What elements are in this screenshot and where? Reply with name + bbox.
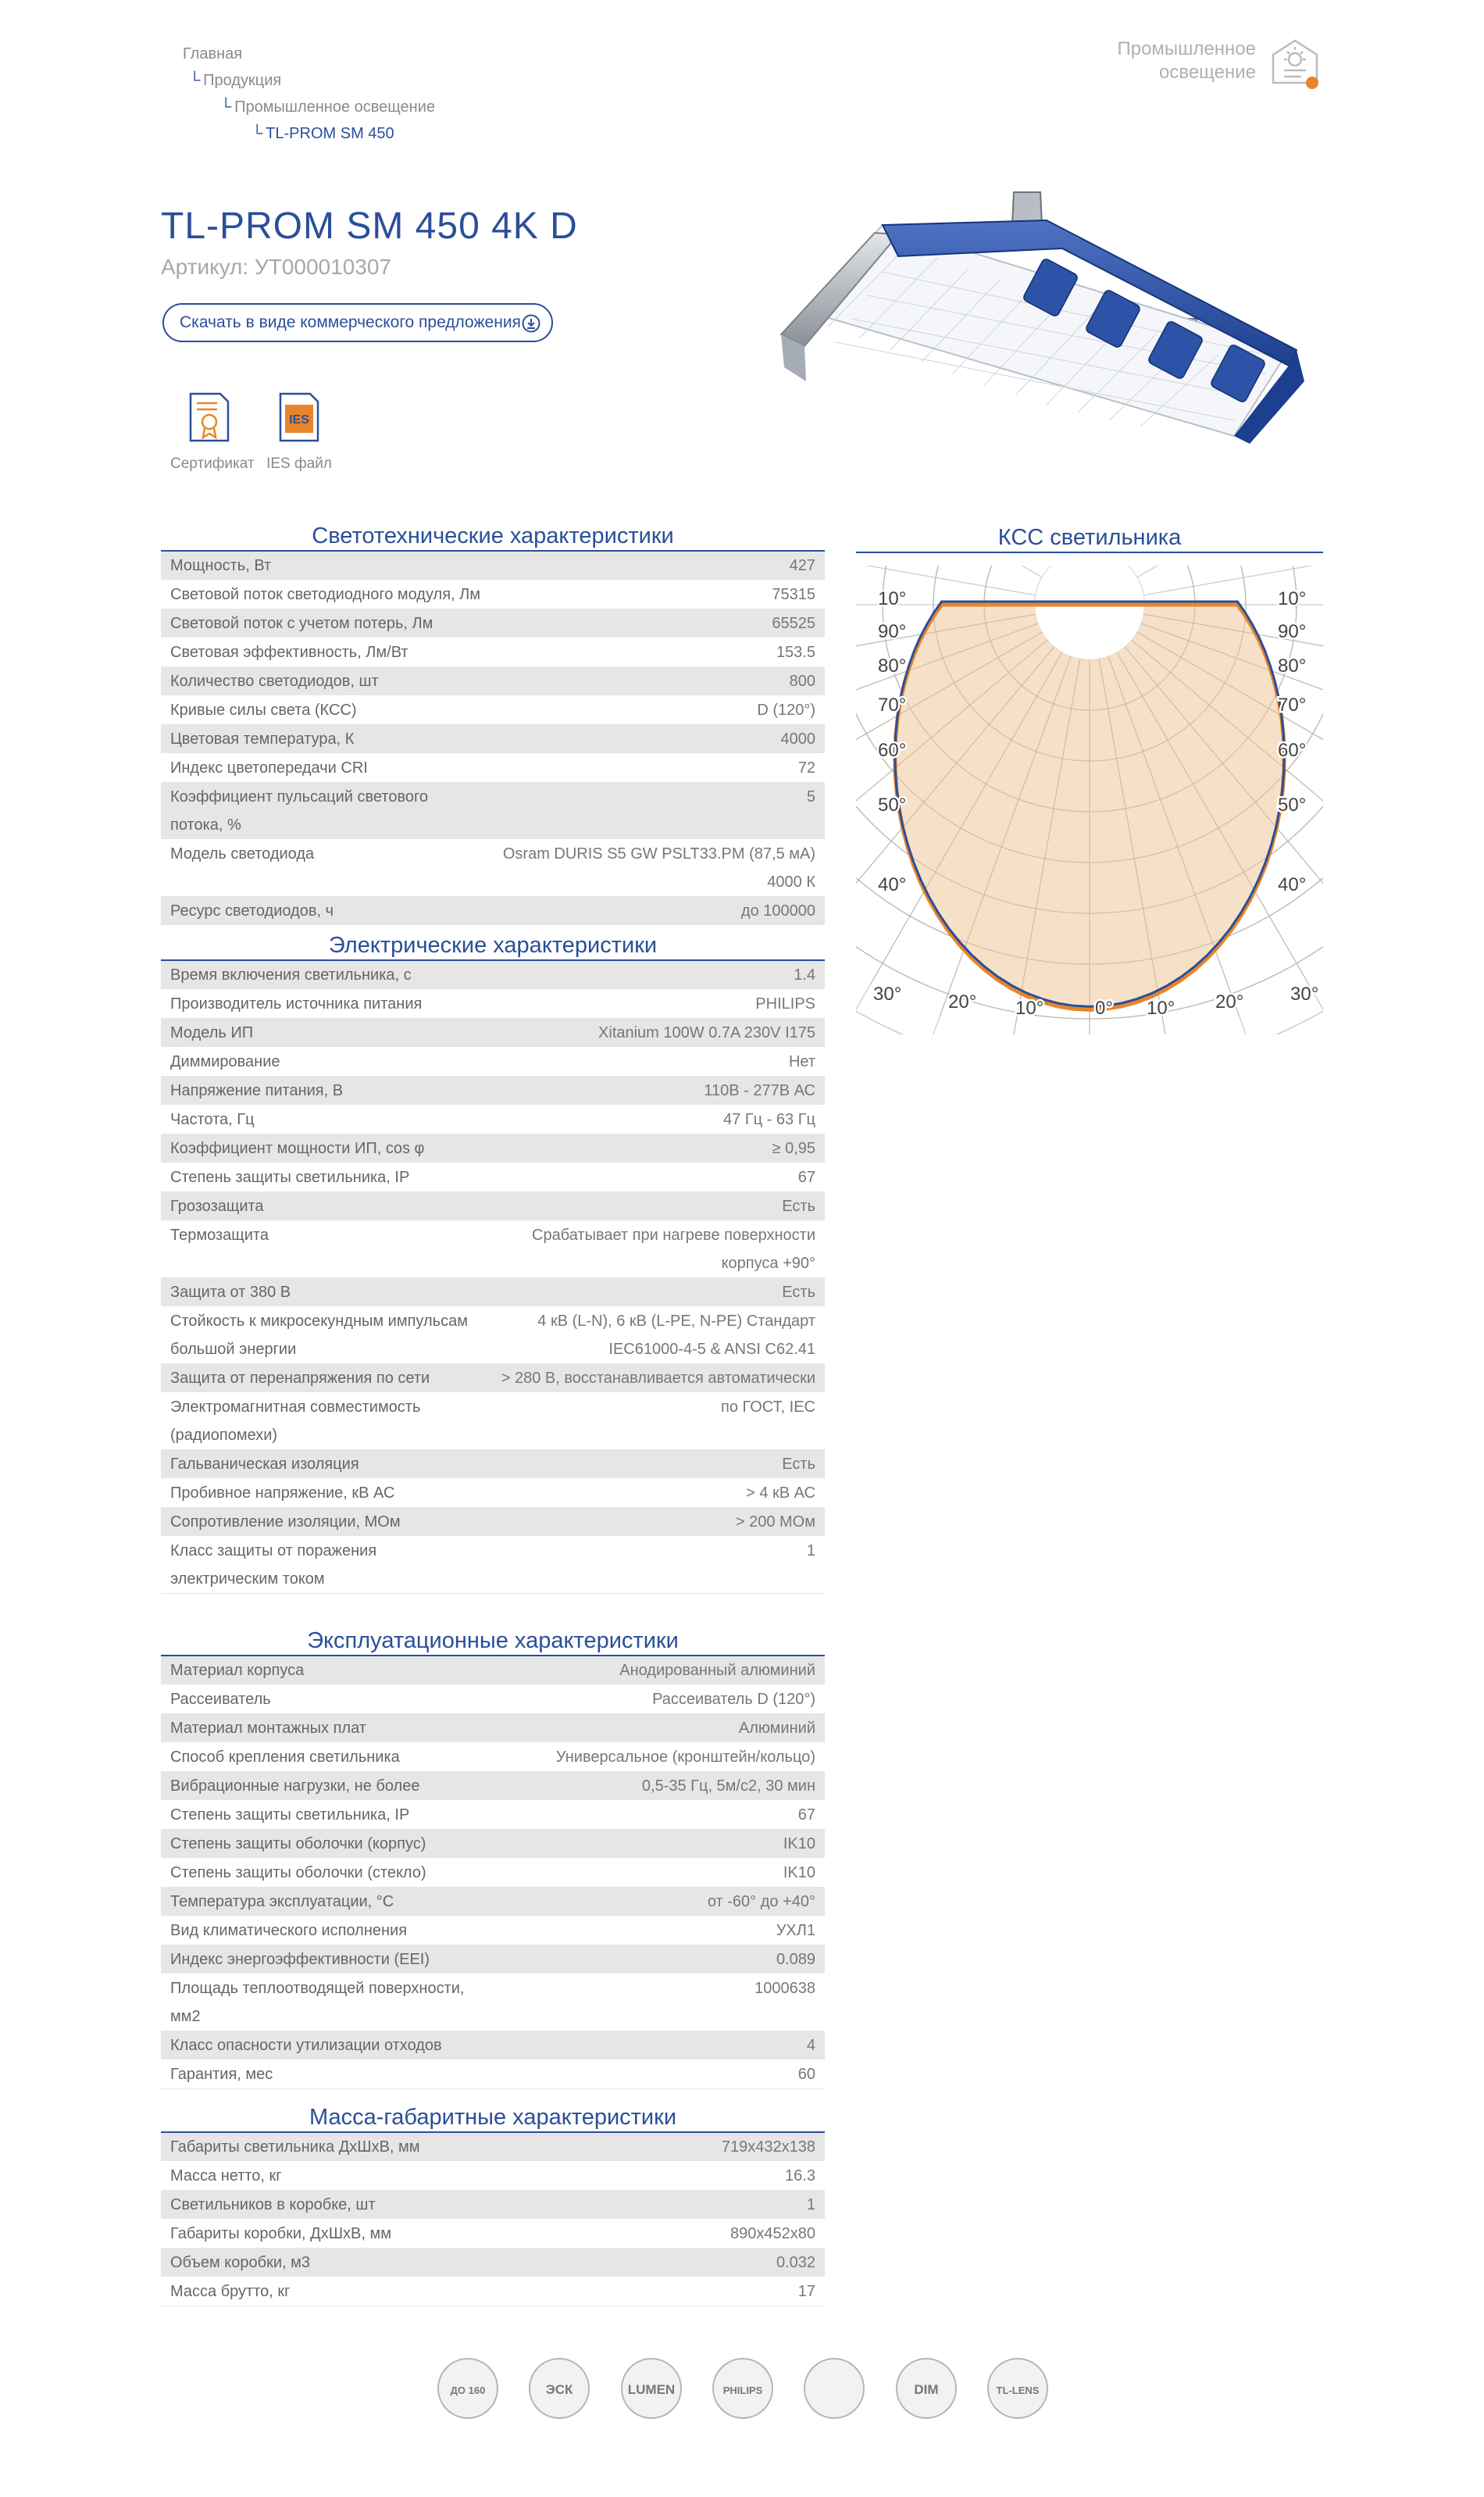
spec-key: Световой поток светодиодного модуля, Лм [170,586,481,603]
ksc-polar-diagram [856,566,1323,1034]
spec-row [161,783,825,840]
spec-key: Гарантия, мес [170,2066,273,2083]
spec-value: 47 Гц - 63 Гц [723,1111,815,1128]
ksc-right-label: 50° [1278,795,1307,816]
badge-text: ДО 160 [450,2384,486,2396]
spec-row [161,1364,825,1393]
spec-key: Мощность, Вт [170,557,272,574]
spec-row [161,1307,825,1364]
spec-row [161,2191,825,2220]
spec-key: Кривые силы света (КСС) [170,702,357,719]
spec-key: Коэффициент пульсаций светового потока, % [170,788,428,834]
spec-row [161,1714,825,1743]
spec-row [161,2220,825,2249]
spec-row [161,2031,825,2060]
ksc-left-label: 80° [878,656,907,677]
spec-row [161,1106,825,1134]
spec-row [161,1888,825,1917]
spec-value: 1 [806,2196,815,2213]
spec-key: Защита от перенапряжения по сети [170,1370,430,1387]
spec-value: 4000 [780,731,815,748]
ksc-right-label: 90° [1278,621,1307,642]
ksc-left-label: 70° [878,695,907,716]
spec-key: Напряжение питания, В [170,1082,344,1099]
breadcrumb-arrow-icon: └ [189,72,201,89]
ies-badge-text: IES [289,413,309,427]
ksc-bottom-label: 30° [1290,984,1319,1005]
spec-row [161,754,825,783]
spec-key: Модель ИП [170,1024,254,1041]
spec-row [161,1743,825,1772]
spec-key: Степень защиты оболочки (стекло) [170,1864,426,1881]
electrical-specs-table [161,930,825,1594]
certificate-download[interactable] [170,391,255,473]
spec-value: IK10 [783,1864,815,1881]
spec-value: 5 [806,788,815,806]
product-title: TL-PROM SM 450 4K D [161,205,578,247]
category-link[interactable] [1117,36,1320,92]
spec-key: Индекс цветопередачи CRI [170,759,368,777]
spec-key: Количество светодиодов, шт [170,673,379,690]
spec-value: до 100000 [740,902,815,920]
spec-row [161,1685,825,1714]
ksc-bottom-label: 20° [948,991,977,1013]
spec-key: Масса брутто, кг [170,2283,291,2300]
spec-row [161,1508,825,1537]
category-label: Промышленное освещение [1117,38,1256,83]
spec-row [161,1945,825,1974]
spec-key: Диммирование [170,1053,280,1070]
spec-value: Рассеиватель D (120°) [652,1691,815,1708]
ksc-bottom-label: 20° [1215,991,1244,1013]
spec-value: 0,5-35 Гц, 5м/с2, 30 мин [641,1777,815,1795]
spec-value: 67 [797,1169,815,1186]
spec-row [161,990,825,1019]
spec-row [161,840,825,897]
ksc-left-label: 10° [878,588,907,609]
spec-row [161,1801,825,1830]
spec-value: D (120°) [757,702,815,719]
download-icon [522,314,540,333]
product-article: Артикул: УТ000010307 [161,255,391,279]
ksc-bottom-label: 30° [873,984,902,1005]
ksc-title: КСС светильника [856,522,1323,553]
dim-badge-icon [893,2353,960,2424]
spec-key: Габариты светильника ДхШхВ, мм [170,2138,420,2156]
spec-key: Коэффициент мощности ИП, cos φ [170,1140,425,1157]
breadcrumb-arrow-icon: └ [220,98,232,116]
badge-text: DIM [914,2382,939,2397]
spec-row [161,1163,825,1192]
spec-key: Масса нетто, кг [170,2167,282,2184]
spec-row [161,961,825,990]
electrical-specs-title: Электрические характеристики [161,930,825,961]
spec-key: Материал корпуса [170,1662,305,1679]
breadcrumb-industrial[interactable]: Промышленное освещение [234,98,435,116]
spec-key: Световая эффективность, Лм/Вт [170,644,408,661]
spec-value: УХЛ1 [776,1922,815,1939]
spec-key: Класс защиты от поражения электрическим током [170,1542,377,1588]
spec-key: Степень защиты светильника, IP [170,1169,410,1186]
spec-key: Электромагнитная совместимость (радиопомехи) [170,1399,421,1444]
spec-row [161,1974,825,2031]
spec-key: Индекс энергоэффективности (EEI) [170,1951,430,1968]
spec-key: Термозащита [170,1227,269,1244]
spec-value: Есть [782,1198,815,1215]
breadcrumb-products[interactable]: Продукция [203,72,282,89]
spec-key: Степень защиты светильника, IP [170,1806,410,1824]
spec-row [161,638,825,667]
breadcrumb [183,41,435,147]
dimensions-specs-title: Масса-габаритные характеристики [161,2102,825,2133]
spec-value: > 200 МОм [735,1513,815,1531]
industrial-badge-icon [984,2353,1051,2424]
spec-value: Срабатывает при нагреве поверхности корпуса +90° [532,1227,815,1272]
badge-text: LUMEN [627,2382,675,2397]
spec-row [161,1019,825,1048]
ksc-left-label: 50° [878,795,907,816]
lighting-specs-table [161,520,825,926]
spec-row [161,609,825,638]
industrial-lighting-icon [1270,36,1320,92]
spec-key: Объем коробки, м3 [170,2254,310,2271]
spec-row [161,1192,825,1221]
spec-value: IK10 [783,1835,815,1852]
badge-text: PHILIPS [722,2384,763,2396]
philips-driver-badge-icon [709,2353,776,2424]
spec-row [161,1393,825,1450]
spec-key: Температура эксплуатации, °С [170,1893,394,1910]
spec-key: Световой поток с учетом потерь, Лм [170,615,433,632]
spec-key: Пробивное напряжение, кВ АС [170,1484,395,1502]
download-offer-label: Скачать в виде коммерческого предложения [180,313,521,331]
spec-key: Материал монтажных плат [170,1720,366,1737]
spec-key: Класс опасности утилизации отходов [170,2037,442,2054]
spec-value: 800 [789,673,815,690]
spec-key: Грозозащита [170,1198,264,1215]
spec-value: 75315 [772,586,815,603]
spec-row [161,1917,825,1945]
breadcrumb-home[interactable]: Главная [183,45,243,63]
spec-value: 60 [797,2066,815,2083]
spec-key: Площадь теплоотводящей поверхности, мм2 [170,1980,465,2025]
dimensions-specs-table [161,2102,825,2306]
spec-key: Время включения светильника, с [170,966,412,984]
ies-file-label: IES файл [266,455,332,472]
spec-key: Светильников в коробке, шт [170,2196,376,2213]
spec-row [161,725,825,754]
spec-key: Цветовая температура, К [170,731,355,748]
spec-row [161,1830,825,1859]
spec-value: Xitanium 100W 0.7A 230V I175 [598,1024,815,1041]
spec-value: 719х432х138 [721,2138,815,2156]
spec-row [161,1278,825,1307]
spec-row [161,667,825,696]
spec-value: 1000638 [754,1980,815,1997]
product-image [750,186,1328,452]
spec-value: 890х452х80 [730,2225,815,2242]
spec-value: > 4 кВ АС [746,1484,815,1502]
lumen-badge-icon [618,2353,685,2424]
operational-specs-table [161,1625,825,2089]
badge-text: ЭСК [545,2382,573,2397]
spec-value: 4 кВ (L-N), 6 кВ (L-PE, N-PE) Стандарт IEC61000-4-5 & ANSI C62.41 [537,1313,815,1358]
spec-value: 65525 [772,615,815,632]
spec-row [161,1450,825,1479]
spec-key: Ресурс светодиодов, ч [170,902,334,920]
temperature-range-badge-icon [434,2353,501,2424]
ksc-right-label: 80° [1278,656,1307,677]
spec-key: Частота, Гц [170,1111,255,1128]
spec-key: Сопротивление изоляции, МОм [170,1513,401,1531]
spec-value: Есть [782,1284,815,1301]
spec-value: Алюминий [738,1720,815,1737]
spec-key: Вибрационные нагрузки, не более [170,1777,420,1795]
spec-row [161,1077,825,1106]
download-offer-button[interactable] [162,303,553,342]
spec-value: Есть [782,1456,815,1473]
spec-row [161,1859,825,1888]
spec-value: 16.3 [785,2167,815,2184]
spec-row [161,1656,825,1685]
lighting-specs-title: Светотехнические характеристики [161,520,825,552]
ksc-right-label: 10° [1278,588,1307,609]
badge-text: TL-LENS [996,2384,1040,2396]
spec-value: 0.032 [776,2254,815,2271]
spec-key: Рассеиватель [170,1691,271,1708]
spec-value: 72 [797,759,815,777]
spec-row [161,2162,825,2191]
spec-key: Вид климатического исполнения [170,1922,408,1939]
spec-row [161,1221,825,1278]
certificate-label: Сертификат [170,455,255,472]
spec-value: от -60° до +40° [707,1893,815,1910]
spec-row [161,2249,825,2277]
ksc-right-label: 60° [1278,740,1307,761]
breadcrumb-current: TL-PROM SM 450 [266,125,394,142]
spec-value: по ГОСТ, IEC [720,1399,815,1416]
spec-key: Гальваническая изоляция [170,1456,359,1473]
ksc-left-label: 90° [878,621,907,642]
spec-row [161,1134,825,1163]
spec-value: PHILIPS [755,995,815,1013]
spec-value: 153.5 [776,644,815,661]
ksc-diagram-panel [856,522,1323,1034]
ies-file-download[interactable] [260,391,338,473]
spec-value: 4 [806,2037,815,2054]
spec-key: Степень защиты оболочки (корпус) [170,1835,426,1852]
spec-value: 1.4 [794,966,815,984]
ksc-left-label: 40° [878,874,907,895]
spec-key: Защита от 380 В [170,1284,291,1301]
spec-row [161,2060,825,2089]
spec-value: Анодированный алюминий [619,1662,815,1679]
spec-row [161,2133,825,2162]
spec-key: Производитель источника питания [170,995,423,1013]
feature-badges [434,2353,1051,2431]
ksc-bottom-label: 10° [1147,998,1175,1019]
energy-saving-badge-icon [526,2353,593,2424]
spec-row [161,1479,825,1508]
spec-key: Модель светодиода [170,845,315,863]
spec-value: 0.089 [776,1951,815,1968]
spec-value: 427 [789,557,815,574]
spec-row [161,1048,825,1077]
spec-row [161,897,825,926]
spec-row [161,580,825,609]
ksc-bottom-label: 10° [1015,998,1044,1019]
spec-value: 17 [797,2283,815,2300]
ies-file-icon [276,391,323,444]
spec-value: 67 [797,1806,815,1824]
ksc-left-label: 60° [878,740,907,761]
spec-value: ≥ 0,95 [772,1140,815,1157]
breadcrumb-arrow-icon: └ [251,125,263,142]
ksc-bottom-label: 0° [1095,998,1113,1019]
certificate-icon [186,391,233,444]
spec-row [161,2277,825,2306]
spec-row [161,696,825,725]
spec-row [161,1772,825,1801]
spec-value: Osram DURIS S5 GW PSLT33.PM (87,5 мА) 4000 К [502,845,815,891]
spec-row [161,552,825,580]
spec-row [161,1537,825,1594]
spec-value: Нет [788,1053,815,1070]
spec-value: 1 [806,1542,815,1559]
operational-specs-title: Эксплуатационные характеристики [161,1625,825,1656]
protection-shield-badge-icon [801,2353,868,2424]
spec-value: Универсальное (кронштейн/кольцо) [555,1749,815,1766]
spec-key: Габариты коробки, ДхШхВ, мм [170,2225,391,2242]
spec-key: Способ крепления светильника [170,1749,400,1766]
spec-value: 110В - 277В АС [704,1082,815,1099]
spec-key: Стойкость к микросекундным импульсам большой энергии [170,1313,468,1358]
ksc-right-label: 40° [1278,874,1307,895]
ksc-right-label: 70° [1278,695,1307,716]
spec-value: > 280 В, восстанавливается автоматически [501,1370,815,1387]
